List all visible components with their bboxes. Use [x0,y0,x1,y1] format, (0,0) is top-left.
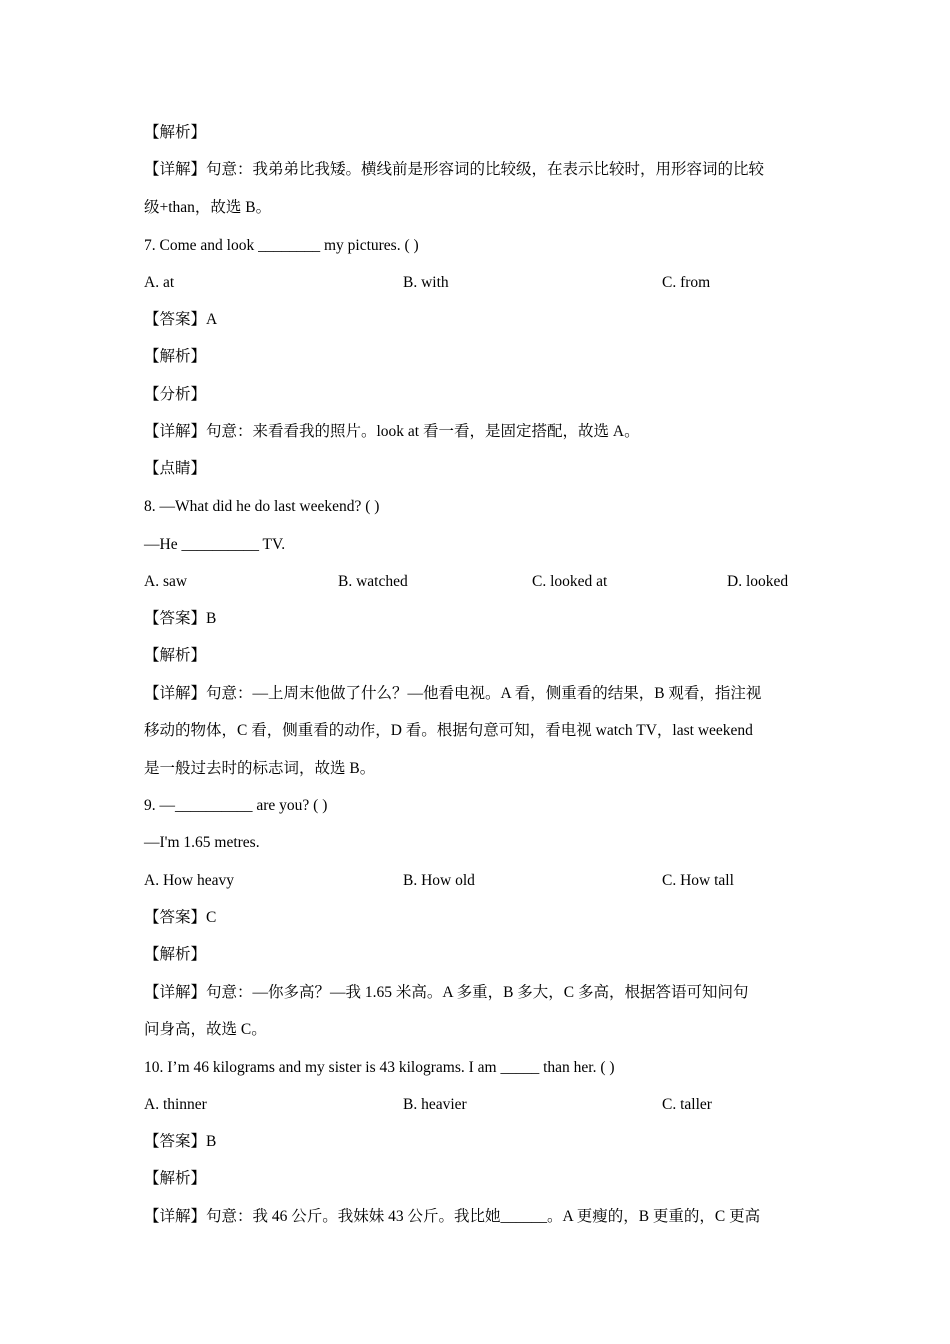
q8-analysis-heading: 【解析】 [144,647,207,664]
q10-answer: 【答案】B [144,1133,217,1150]
question-9: 9. —__________ are you? ( ) [144,797,328,814]
analysis-heading: 【解析】 [144,124,207,141]
q8-explanation: 【详解】句意：—上周末他做了什么？—他看电视。A 看，侧重看的结果，B 观看，指注视 [144,685,762,702]
question-9-response: —I'm 1.65 metres. [144,834,260,851]
q7-comment-heading: 【点睛】 [144,460,207,477]
q9-option-a: A. How heavy [144,872,234,889]
question-8-response: —He __________ TV. [144,536,286,553]
question-7: 7. Come and look ________ my pictures. ( ) [144,237,419,254]
q10-option-a: A. thinner [144,1096,207,1113]
q8-option-c: C. looked at [532,573,608,590]
q7-analysis-heading: 【解析】 [144,348,207,365]
q9-answer: 【答案】C [144,909,217,926]
q10-explanation: 【详解】句意：我 46 公斤。我妹妹 43 公斤。我比她______。A 更瘦的，B 更重的，C 更高 [144,1208,761,1225]
q8-option-d: D. looked [727,573,789,590]
q7-option-c: C. from [662,274,711,291]
explanation-text: 级+than，故选 B。 [144,199,272,216]
q8-option-a: A. saw [144,573,188,590]
question-10: 10. I’m 46 kilograms and my sister is 43 kilograms. I am _____ than her. ( ) [144,1059,615,1076]
q10-analysis-heading: 【解析】 [144,1170,207,1187]
q7-option-b: B. with [403,274,449,291]
q9-option-b: B. How old [403,872,475,889]
q10-option-c: C. taller [662,1096,712,1113]
q7-analysis-label: 【分析】 [144,386,207,403]
q8-explanation: 移动的物体，C 看，侧重看的动作，D 看。根据句意可知，看电视 watch TV，last weekend [144,722,753,739]
q9-explanation: 【详解】句意：—你多高？—我 1.65 米高。A 多重，B 多大，C 多高，根据答语可知问句 [144,984,749,1001]
q9-explanation: 问身高，故选 C。 [144,1021,267,1038]
q7-answer: 【答案】A [144,311,218,328]
q7-explanation: 【详解】句意：来看看我的照片。look at 看一看，是固定搭配，故选 A。 [144,423,640,440]
q8-option-b: B. watched [338,573,408,590]
explanation-text: 【详解】句意：我弟弟比我矮。横线前是形容词的比较级，在表示比较时，用形容词的比较 [144,161,765,178]
question-8: 8. —What did he do last weekend? ( ) [144,498,380,515]
q10-option-b: B. heavier [403,1096,467,1113]
q8-answer: 【答案】B [144,610,217,627]
q9-analysis-heading: 【解析】 [144,946,207,963]
q9-option-c: C. How tall [662,872,734,889]
q8-explanation: 是一般过去时的标志词，故选 B。 [144,760,376,777]
q7-option-a: A. at [144,274,175,291]
